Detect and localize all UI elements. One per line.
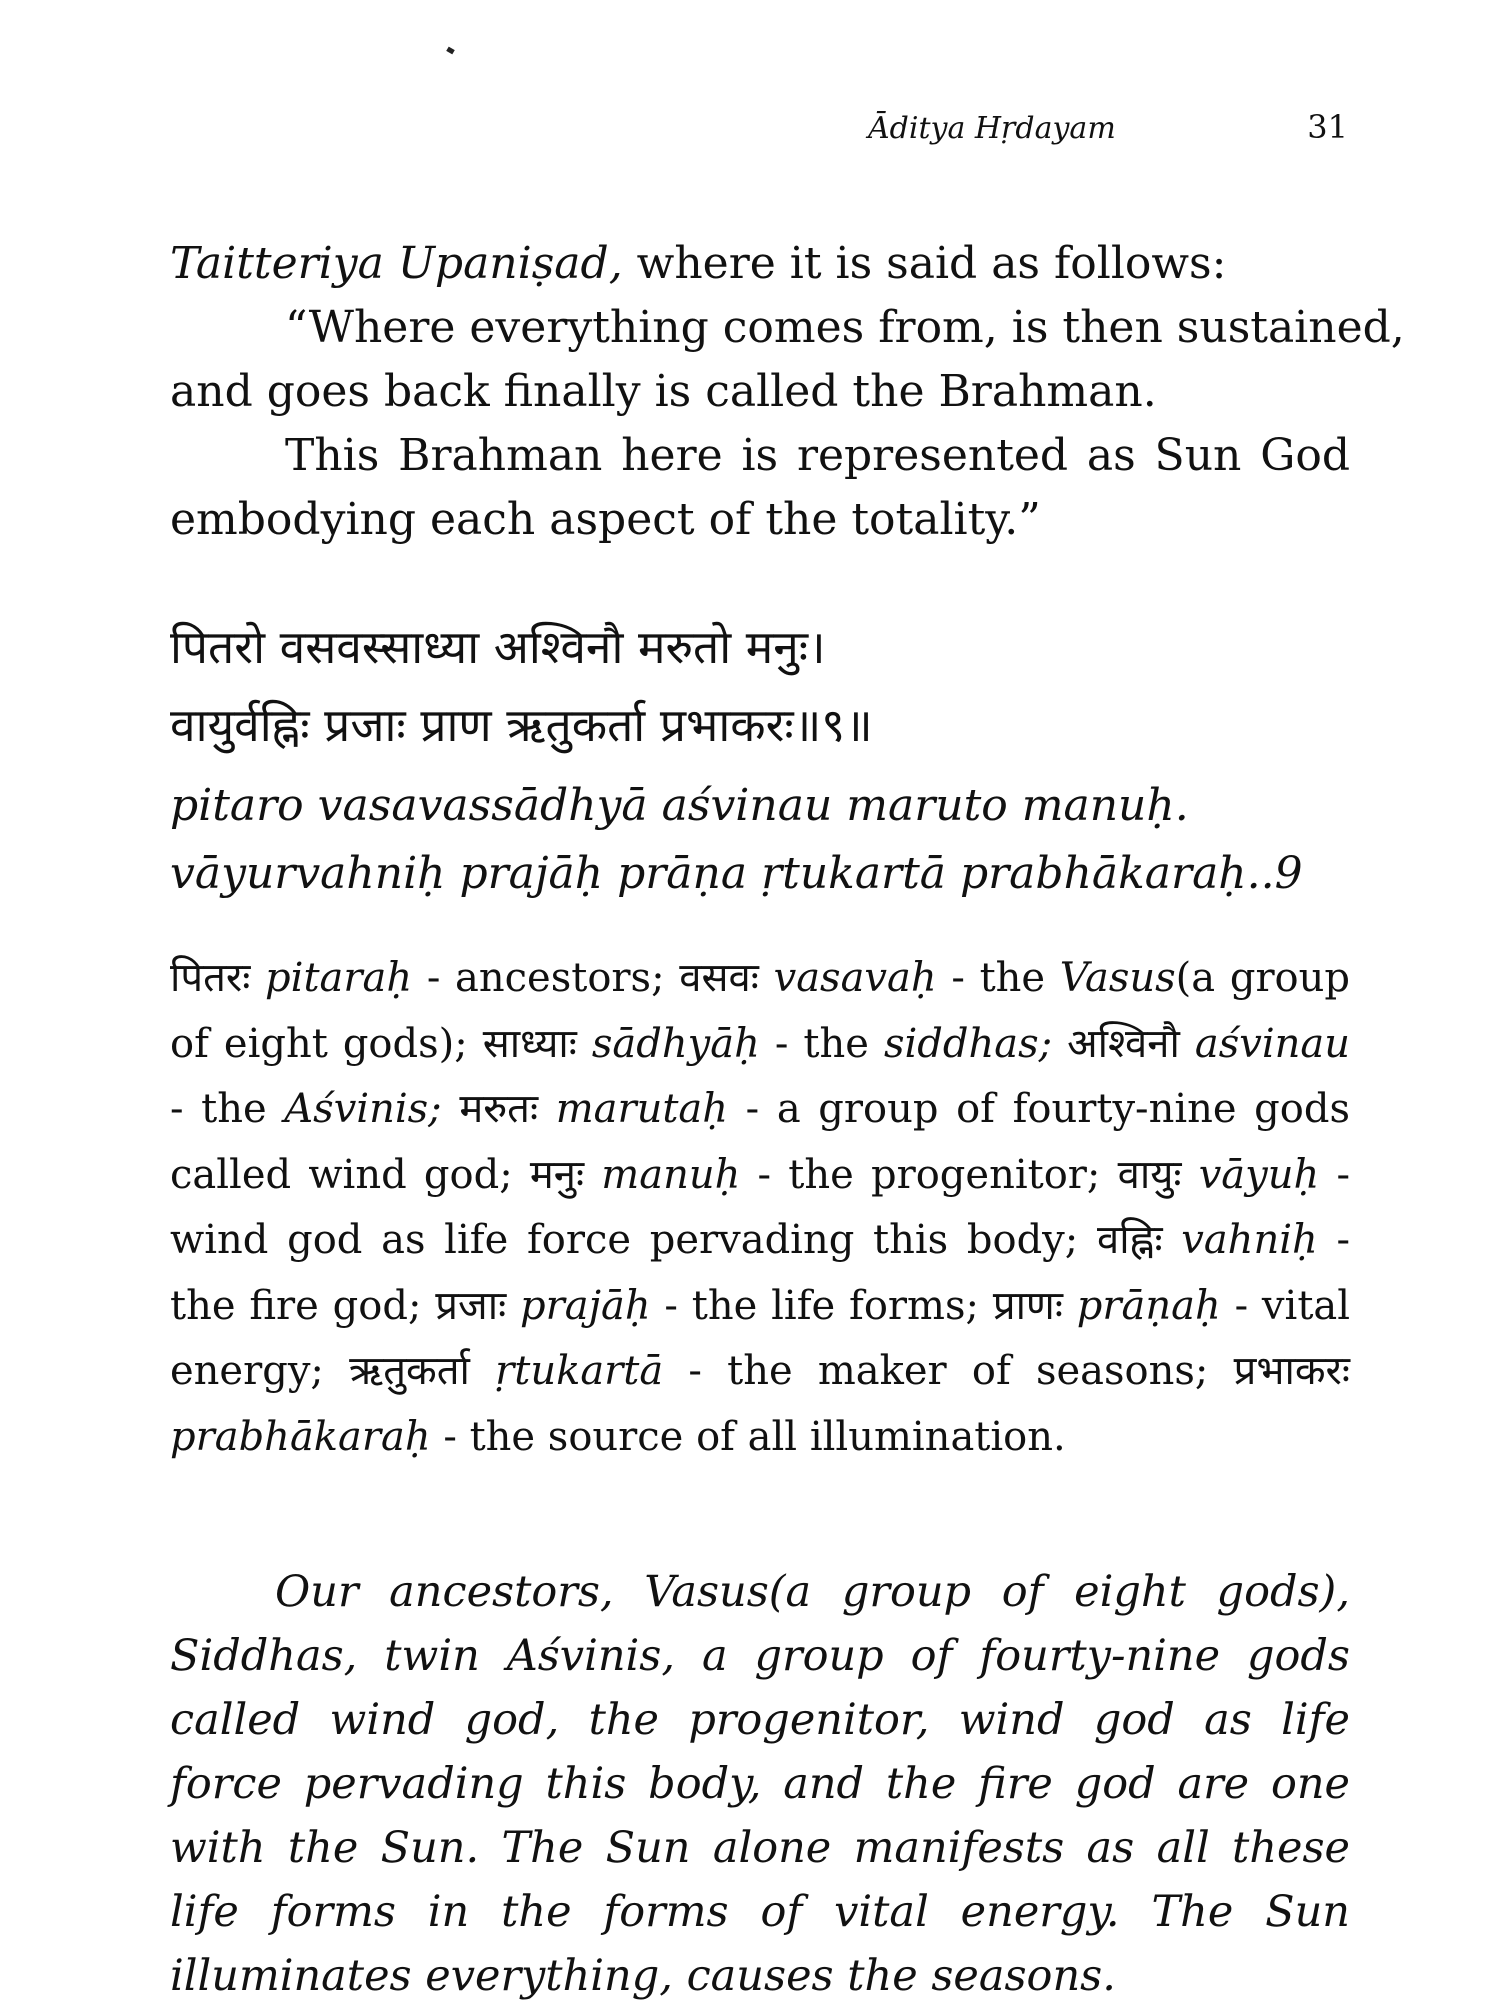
gloss-roman: ṛtukartā [495, 1348, 664, 1394]
gloss-devanagari: पितरः [170, 955, 251, 1001]
gloss-devanagari: प्रभाकरः [1233, 1348, 1350, 1394]
gloss-meaning: vital energy; [170, 1282, 1351, 1394]
gloss-devanagari: प्रजाः [435, 1282, 507, 1329]
quote-line-2: and goes back finally is called the Brahman. [170, 366, 1157, 417]
verse-devanagari-line-1: पितरो वसवस्साध्या अश्विनौ मरुतो मनुः। [170, 620, 826, 674]
gloss-roman: manuḥ [601, 1151, 741, 1198]
quote-line-1: “Where everything comes from, is then sustained, [285, 302, 1405, 353]
gloss-meaning-italic: Aśvinis; [284, 1086, 442, 1132]
gloss-devanagari: साध्याः [482, 1020, 577, 1067]
gloss-devanagari: वह्निः [1096, 1217, 1163, 1263]
gloss-devanagari: ऋतुकर्ता [349, 1348, 470, 1394]
gloss-meaning: the life forms; [691, 1282, 979, 1329]
word-glossary: पितरः pitaraḥ - ancestors; वसवः vasavaḥ - the Vasus(a group of eight gods); साध्याः sādhyāḥ - the siddhas; अश्विनौ aśvinau - the Aśvinis; मरुतः marutaḥ - a group of fourty-nine gods called wind god; मनुः manuḥ - the progenitor; वायुः vāyuḥ - wind god as life force pervading this body; वह्निः vahniḥ - the fire god; प्रजाः prajāḥ - the life forms; प्राणः prāṇaḥ - vital energy; ऋतुकर्ता ṛtukartā - the maker of seasons; प्रभाकरः prabhākaraḥ - the source of all illumination. [170, 955, 1351, 1460]
gloss-meaning: the source of all illumination. [469, 1413, 1066, 1460]
gloss-meaning: the maker of seasons; [727, 1348, 1209, 1394]
print-speck [446, 47, 455, 55]
quote-line-4: embodying each aspect of the totality.” [170, 494, 1041, 545]
gloss-roman: pitaraḥ [265, 955, 413, 1001]
gloss-devanagari: मनुः [529, 1151, 585, 1198]
translation-paragraph [170, 1560, 1350, 2008]
gloss-roman: prajāḥ [520, 1282, 651, 1329]
translation-text: Our ancestors, Vasus(a group of eight gods), Siddhas, twin Aśvinis, a group of fourty-nine gods called wind god, the progenitor, wind god as life force pervading this body, and the fire god are one with the Sun. The Sun alone manifests as all these life forms in the forms of vital energy. The Sun illuminates everything, causes the seasons. [170, 1567, 1350, 2001]
gloss-devanagari: प्राणः [992, 1282, 1063, 1329]
gloss-meaning-italic: Vasus [1059, 955, 1176, 1001]
gloss-roman: vāyuḥ [1198, 1151, 1320, 1198]
gloss-devanagari: वसवः [679, 955, 759, 1001]
gloss-meaning: the [979, 955, 1060, 1001]
transliteration [170, 772, 1350, 908]
gloss-devanagari: अश्विनौ [1067, 1020, 1180, 1067]
gloss-devanagari: वायुः [1117, 1151, 1182, 1198]
gloss-roman: aśvinau [1194, 1020, 1351, 1067]
gloss-roman: prabhākaraḥ [170, 1413, 431, 1460]
gloss-meaning: ancestors; [455, 955, 665, 1001]
intro-line-1: where it is said as follows: [622, 238, 1227, 289]
gloss-roman: vasavaḥ [773, 955, 937, 1001]
transliteration-line-1: pitaro vasavassādhyā aśvinau maruto manuḥ. [170, 780, 1189, 831]
gloss-meaning-italic: siddhas; [883, 1020, 1053, 1067]
source-title: Taitteriya Upaniṣad, [170, 238, 623, 289]
transliteration-line-2: vāyurvahniḥ prajāḥ prāṇa ṛtukartā prabhākaraḥ..9 [170, 848, 1303, 899]
running-head-title: Āditya Hṛdayam [868, 111, 1116, 146]
gloss-roman: marutaḥ [555, 1086, 729, 1132]
gloss-meaning: the [803, 1020, 884, 1067]
gloss-meaning: the fire god; [170, 1282, 422, 1329]
gloss-roman: vahniḥ [1181, 1217, 1318, 1263]
gloss-roman: prāṇaḥ [1076, 1282, 1221, 1329]
gloss-meaning: a group of fourty-nine gods called wind god; [170, 1086, 1351, 1198]
sanskrit-verse [170, 608, 1350, 764]
running-head [868, 108, 1348, 152]
quote-line-3: This Brahman here is represented as Sun God [285, 430, 1350, 481]
intro-paragraph [170, 232, 1405, 552]
gloss-meaning: the [201, 1086, 285, 1132]
gloss-meaning: (a group of eight gods); [170, 955, 1351, 1067]
verse-devanagari-line-2: वायुर्वह्निः प्रजाः प्राण ऋतुकर्ता प्रभाकरः॥९॥ [170, 698, 873, 752]
gloss-meaning: the progenitor; [788, 1151, 1101, 1198]
page-number: 31 [1307, 108, 1348, 146]
gloss-meaning: wind god as life force pervading this body; [170, 1217, 1079, 1263]
gloss-devanagari: मरुतः [459, 1086, 539, 1132]
gloss-roman: sādhyāḥ [591, 1020, 760, 1067]
